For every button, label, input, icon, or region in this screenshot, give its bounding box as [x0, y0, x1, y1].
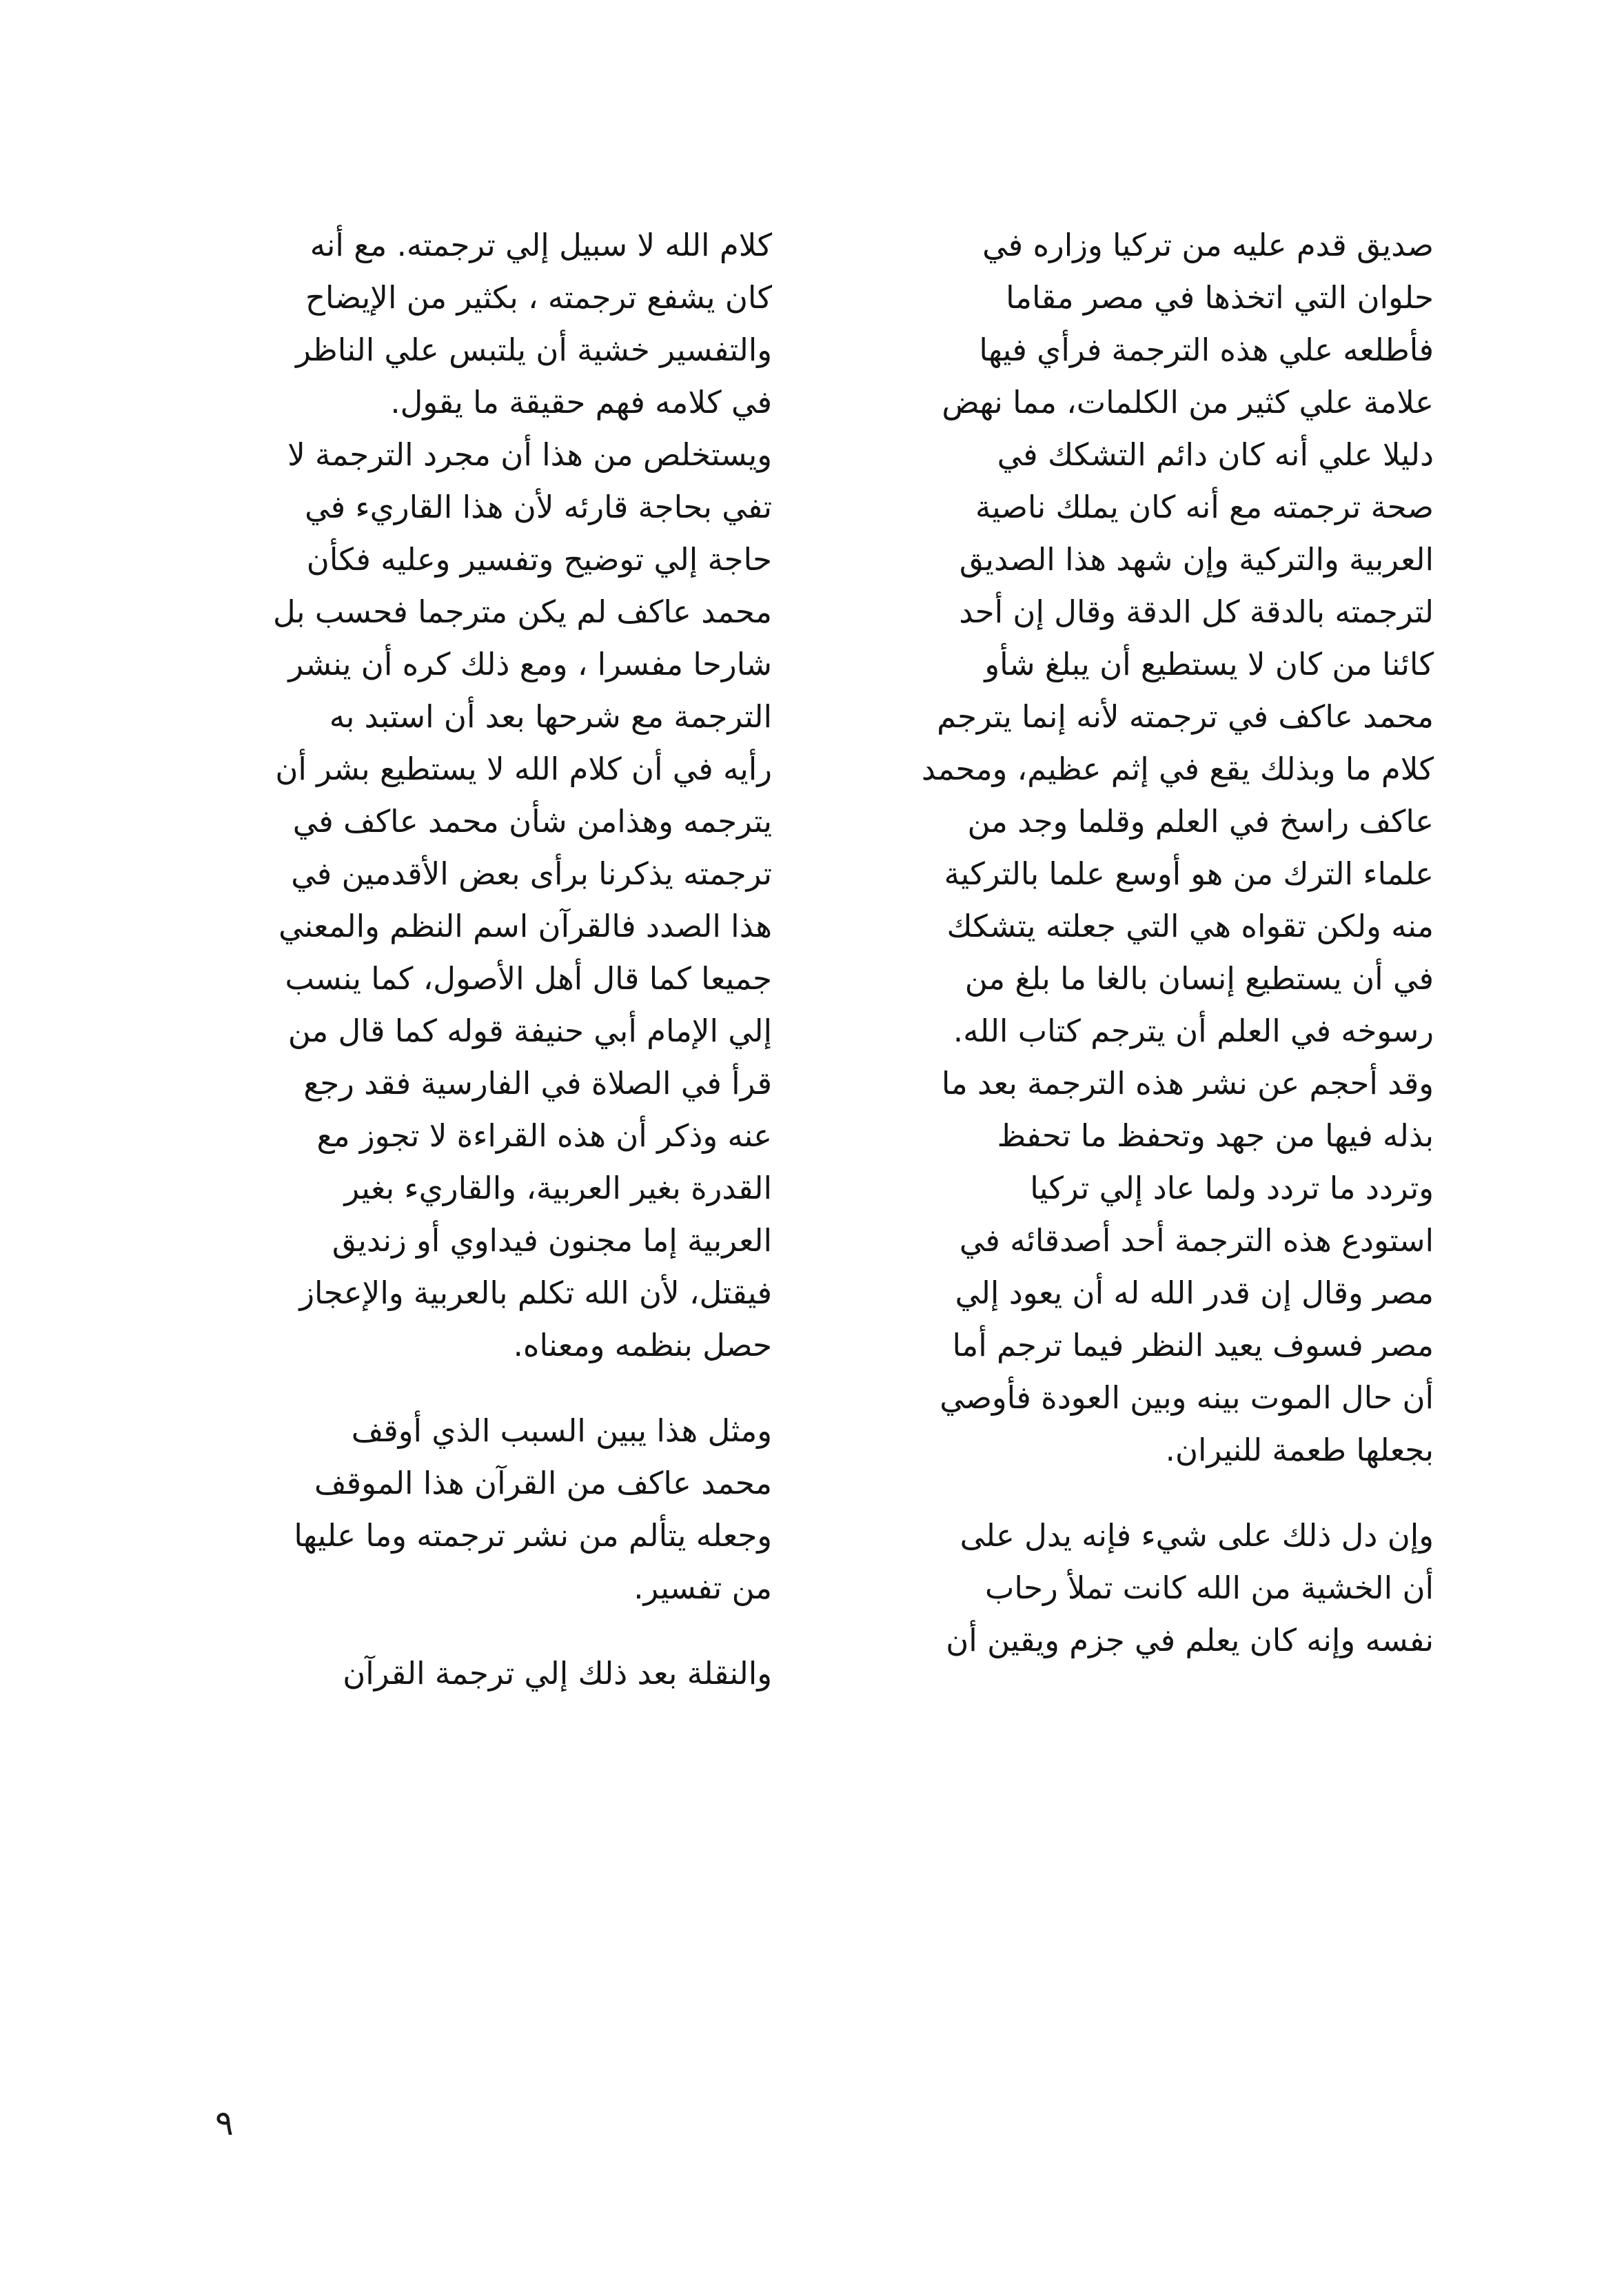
text-line: والتفسير خشية أن يلتبس علي الناظر [296, 332, 772, 368]
text-line: ومثل هذا يبين السبب الذي أوقف [351, 1412, 772, 1449]
left-text-column [227, 219, 772, 1700]
text-line: العربية والتركية وإن شهد هذا الصديق [959, 541, 1434, 578]
text-line: كان يشفع ترجمته ، بكثير من الإيضاح [305, 279, 772, 316]
text-line: ويستخلص من هذا أن مجرد الترجمة لا [287, 436, 772, 473]
text-line: في كلامه فهم حقيقة ما يقول. [390, 384, 772, 420]
text-line: محمد عاكف لم يكن مترجما فحسب بل [272, 593, 772, 630]
text-line: حاجة إلي توضيح وتفسير وعليه فكأن [306, 541, 772, 578]
text-line: كلام الله لا سبيل إلي ترجمته. مع أنه [309, 227, 772, 263]
text-line: علامة علي كثير من الكلمات، مما نهض [942, 384, 1434, 420]
text-line: هذا الصدد فالقرآن اسم النظم والمعني [278, 908, 772, 944]
text-line: عنه وذكر أن هذه القراءة لا تجوز مع [316, 1117, 772, 1154]
paragraph [227, 1647, 772, 1700]
text-line: والنقلة بعد ذلك إلي ترجمة القرآن [343, 1655, 772, 1692]
text-line: لترجمته بالدقة كل الدقة وقال إن أحد [959, 593, 1434, 630]
text-line: مصر وقال إن قدر الله له أن يعود إلي [955, 1275, 1434, 1311]
paragraph-gap [227, 1614, 772, 1647]
text-line: تفي بحاجة قارئه لأن هذا القاريء في [305, 489, 772, 525]
paragraph [889, 219, 1434, 1476]
text-line: إلي الإمام أبي حنيفة قوله كما قال من [287, 1013, 772, 1049]
text-line: القدرة بغير العربية، والقاريء بغير [344, 1170, 772, 1206]
text-line: فأطلعه علي هذه الترجمة فرأي فيها [979, 332, 1434, 368]
text-line: ترجمته يذكرنا برأى بعض الأقدمين في [291, 855, 772, 892]
text-line: صحة ترجمته مع أنه كان يملك ناصية [975, 489, 1434, 525]
text-line: يترجمه وهذامن شأن محمد عاكف في [292, 803, 772, 840]
text-line: بجعلها طعمة للنيران. [1165, 1432, 1434, 1468]
text-line: محمد عاكف من القرآن هذا الموقف [314, 1465, 772, 1501]
text-line: وقد أحجم عن نشر هذه الترجمة بعد ما [941, 1065, 1434, 1102]
text-line: جميعا كما قال أهل الأصول، كما ينسب [285, 960, 772, 997]
text-line: حصل بنظمه ومعناه. [513, 1327, 772, 1363]
text-line: مصر فسوف يعيد النظر فيما ترجم أما [952, 1327, 1434, 1363]
paragraph-gap [889, 1476, 1434, 1510]
text-line: منه ولكن تقواه هي التي جعلته يتشكك [946, 908, 1434, 944]
text-line: كائنا من كان لا يستطيع أن يبلغ شأو [984, 646, 1434, 682]
text-line: بذله فيها من جهد وتحفظ ما تحفظ [997, 1117, 1434, 1154]
paragraph [227, 219, 772, 1372]
text-line: الترجمة مع شرحها بعد أن استبد به [329, 698, 772, 735]
text-line: حلوان التي اتخذها في مصر مقاما [1006, 279, 1434, 316]
text-line: محمد عاكف في ترجمته لأنه إنما يترجم [937, 698, 1434, 735]
text-line: وجعله يتألم من نشر ترجمته وما عليها [294, 1517, 772, 1554]
paragraph-gap [227, 1372, 772, 1405]
text-line: أن حال الموت بينه وبين العودة فأوصي [940, 1379, 1434, 1416]
text-line: وإن دل ذلك على شيء فإنه يدل على [960, 1517, 1434, 1554]
text-line: وتردد ما تردد ولما عاد إلي تركيا [1030, 1170, 1434, 1206]
text-line: عاكف راسخ في العلم وقلما وجد من [967, 803, 1434, 840]
right-text-column [889, 219, 1434, 1667]
text-line: في أن يستطيع إنسان بالغا ما بلغ من [964, 960, 1434, 997]
text-line: فيقتل، لأن الله تكلم بالعربية والإعجاز [299, 1275, 772, 1311]
text-line: علماء الترك من هو أوسع علما بالتركية [944, 855, 1434, 892]
text-line: دليلا علي أنه كان دائم التشكك في [997, 436, 1434, 473]
paragraph [889, 1510, 1434, 1667]
text-line: صديق قدم عليه من تركيا وزاره في [982, 227, 1434, 263]
paragraph [227, 1405, 772, 1614]
text-line: كلام ما وبذلك يقع في إثم عظيم، ومحمد [921, 751, 1434, 787]
page-number: ٩ [215, 2103, 234, 2143]
text-line: رأيه في أن كلام الله لا يستطيع بشر أن [275, 751, 772, 787]
text-line: أن الخشية من الله كانت تملأ رحاب [985, 1570, 1434, 1606]
text-line: رسوخه في العلم أن يترجم كتاب الله. [953, 1013, 1434, 1049]
text-line: نفسه وإنه كان يعلم في جزم ويقين أن [946, 1622, 1434, 1658]
text-line: شارحا مفسرا ، ومع ذلك كره أن ينشر [288, 646, 772, 682]
text-line: قرأ في الصلاة في الفارسية فقد رجع [303, 1065, 772, 1102]
text-line: استودع هذه الترجمة أحد أصدقائه في [959, 1222, 1434, 1259]
text-line: من تفسير. [633, 1570, 772, 1606]
text-line: العربية إما مجنون فيداوي أو زنديق [332, 1222, 772, 1259]
